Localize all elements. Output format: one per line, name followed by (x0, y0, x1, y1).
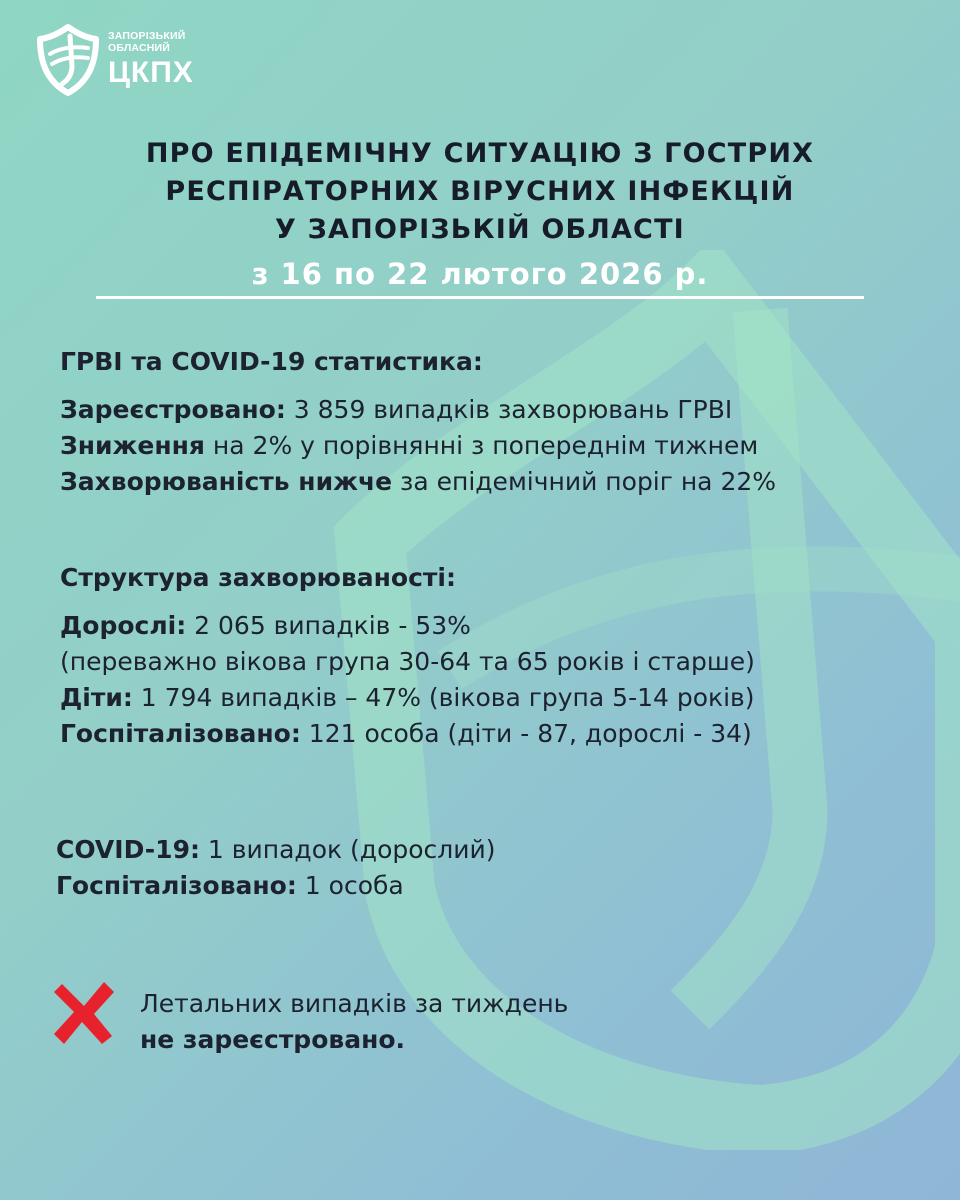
adults-note: (переважно вікова група 30-64 та 65 років і старше) (60, 647, 755, 676)
fatal-section (140, 986, 568, 1058)
shield-logo-icon (36, 24, 100, 96)
registered-value: 3 859 випадків захворювань ГРВІ (285, 395, 733, 424)
children-row (60, 680, 755, 716)
fatal-line-2: не зареєстровано. (140, 1025, 406, 1054)
covid-hospitalized-value: 1 особа (296, 871, 404, 900)
adults-row (60, 608, 755, 644)
fatal-line-1: Летальних випадків за тиждень (140, 989, 569, 1018)
date-range: з 16 по 22 лютого 2026 р. (251, 257, 709, 291)
logo-text (108, 31, 194, 89)
decrease-row (60, 428, 776, 464)
decrease-value: на 2% у порівнянні з попереднім тижнем (204, 431, 759, 460)
covid-section (56, 832, 496, 904)
covid-hospitalized-row (56, 868, 496, 904)
page-title-line-3: У ЗАПОРІЗЬКІЙ ОБЛАСТІ (275, 214, 685, 245)
incidence-label: Захворюваність нижче (60, 467, 393, 496)
logo-abbreviation: ЦКПХ (108, 56, 194, 90)
adults-value: 2 065 випадків - 53% (186, 611, 471, 640)
logo-line-1: ЗАПОРІЗЬКИЙ (108, 29, 186, 42)
covid-label: COVID-19: (56, 835, 200, 864)
hospitalized-row (60, 716, 755, 752)
incidence-row (60, 464, 776, 500)
hospitalized-label: Госпіталізовано: (60, 719, 301, 748)
incidence-value: за епідемічний поріг на 22% (392, 467, 777, 496)
logo (36, 24, 194, 96)
page-title-line-2: РЕСПІРАТОРНИХ ВІРУСНИХ ІНФЕКЦІЙ (165, 176, 795, 207)
covid-row (56, 832, 496, 868)
stats-heading: ГРВІ та COVID-19 статистика: (60, 347, 483, 376)
page-title-line-1: ПРО ЕПІДЕМІЧНУ СИТУАЦІЮ З ГОСТРИХ (145, 138, 815, 169)
registered-label: Зареєстровано: (60, 395, 286, 424)
structure-heading: Структура захворюваності: (60, 563, 456, 592)
page-header (0, 135, 960, 295)
hospitalized-value: 121 особа (діти - 87, дорослі - 34) (300, 719, 752, 748)
decrease-label: Зниження (60, 431, 205, 460)
registered-row (60, 392, 776, 428)
structure-section (60, 560, 755, 752)
children-value: 1 794 випадків – 47% (вікова група 5-14 років) (132, 683, 755, 712)
header-divider (96, 296, 864, 299)
stats-section (60, 344, 776, 500)
covid-value: 1 випадок (дорослий) (199, 835, 496, 864)
children-label: Діти: (60, 683, 133, 712)
covid-hospitalized-label: Госпіталізовано: (56, 871, 297, 900)
logo-line-2: ОБЛАСНИЙ (108, 41, 171, 54)
red-x-icon (52, 980, 116, 1046)
adults-label: Дорослі: (60, 611, 187, 640)
